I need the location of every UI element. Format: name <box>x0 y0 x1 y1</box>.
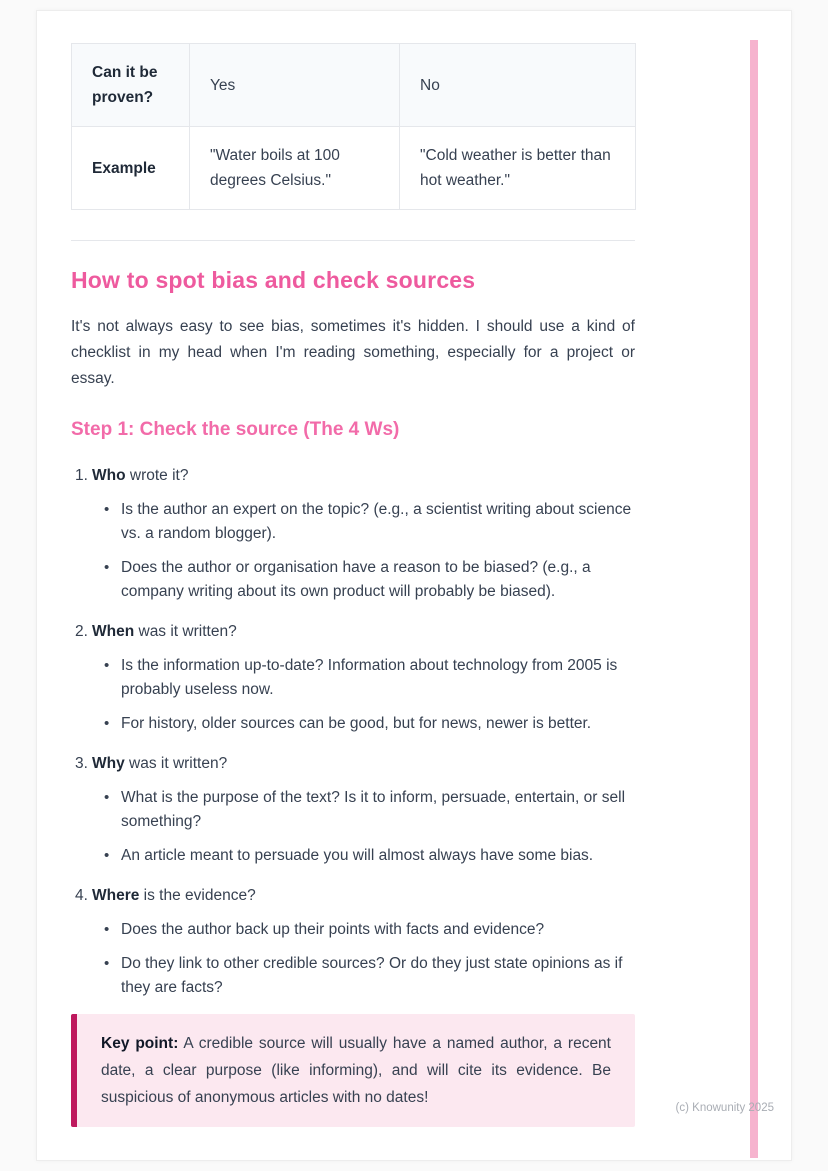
list-item <box>104 712 635 736</box>
bullet-icon: • <box>104 559 110 576</box>
table-cell: No <box>400 44 636 127</box>
list-number: 3. <box>75 755 88 772</box>
step-heading: Step 1: Check the source (The 4 Ws) <box>71 419 400 440</box>
bullet-text: Is the information up-to-date? Information about technology from 2005 is probably useless now. <box>121 657 618 698</box>
bullet-text: Does the author or organisation have a reason to be biased? (e.g., a company writing about its own product will probably be biased). <box>121 559 591 600</box>
bullet-icon: • <box>104 501 110 518</box>
table-row-label: Can it be proven? <box>72 44 190 127</box>
list-item <box>104 786 635 834</box>
copyright-notice: (c) Knowunity 2025 <box>675 1102 774 1114</box>
checklist <box>71 464 635 1000</box>
checklist-title-rest: wrote it? <box>125 467 189 484</box>
bullet-icon: • <box>104 921 110 938</box>
checklist-keyword: When <box>92 623 135 640</box>
list-number: 2. <box>75 623 88 640</box>
list-item <box>104 498 635 546</box>
table-row <box>72 127 636 210</box>
section-divider <box>71 240 635 241</box>
table-row <box>72 44 636 127</box>
list-item <box>104 952 635 1000</box>
document-content <box>71 43 635 1127</box>
list-item <box>104 918 635 942</box>
checklist-item-title <box>92 884 256 908</box>
checklist-item-who <box>71 464 635 604</box>
bullet-text: Is the author an expert on the topic? (e.g., a scientist writing about science vs. a random blogger). <box>121 501 632 542</box>
intro-paragraph: It's not always easy to see bias, sometimes it's hidden. I should use a kind of checklist in my head when I'm reading something, especially for a project or essay. <box>71 318 635 387</box>
checklist-item-when <box>71 620 635 736</box>
bullet-icon: • <box>104 657 110 674</box>
table-row-label: Example <box>72 127 190 210</box>
bullet-text: An article meant to persuade you will almost always have some bias. <box>121 847 594 864</box>
table-cell: Yes <box>190 44 400 127</box>
table-cell: "Water boils at 100 degrees Celsius." <box>190 127 400 210</box>
checklist-item-title <box>92 464 188 488</box>
list-item <box>104 556 635 604</box>
document-page <box>36 10 792 1161</box>
checklist-item-title <box>92 620 237 644</box>
bullet-icon: • <box>104 847 110 864</box>
checklist-title-rest: is the evidence? <box>139 887 256 904</box>
bullet-text: Does the author back up their points with facts and evidence? <box>121 921 545 938</box>
list-item <box>104 844 635 868</box>
checklist-title-rest: was it written? <box>124 755 228 772</box>
table-cell: "Cold weather is better than hot weather." <box>400 127 636 210</box>
checklist-title-rest: was it written? <box>134 623 237 640</box>
key-point-callout <box>71 1014 635 1127</box>
bullet-icon: • <box>104 789 110 806</box>
checklist-item-title <box>92 752 227 776</box>
checklist-keyword: Who <box>92 467 126 484</box>
bullet-text: For history, older sources can be good, but for news, newer is better. <box>121 715 592 732</box>
comparison-table <box>71 43 636 210</box>
key-point-label: Key point: <box>101 1035 179 1052</box>
checklist-keyword: Why <box>92 755 125 772</box>
bullet-text: What is the purpose of the text? Is it to inform, persuade, entertain, or sell something? <box>121 789 626 830</box>
checklist-keyword: Where <box>92 887 140 904</box>
key-point-text: A credible source will usually have a named author, a recent date, a clear purpose (like informing), and will cite its evidence. Be suspicious of anonymous articles with no dates! <box>101 1035 611 1106</box>
list-number: 4. <box>75 887 88 904</box>
bullet-text: Do they link to other credible sources? Or do they just state opinions as if they are facts? <box>121 955 623 996</box>
bullet-icon: • <box>104 955 110 972</box>
checklist-item-why <box>71 752 635 868</box>
list-item <box>104 654 635 702</box>
bullet-icon: • <box>104 715 110 732</box>
checklist-item-where <box>71 884 635 1000</box>
vertical-scrollbar[interactable] <box>750 40 758 1158</box>
section-heading: How to spot bias and check sources <box>71 267 476 293</box>
list-number: 1. <box>75 467 88 484</box>
